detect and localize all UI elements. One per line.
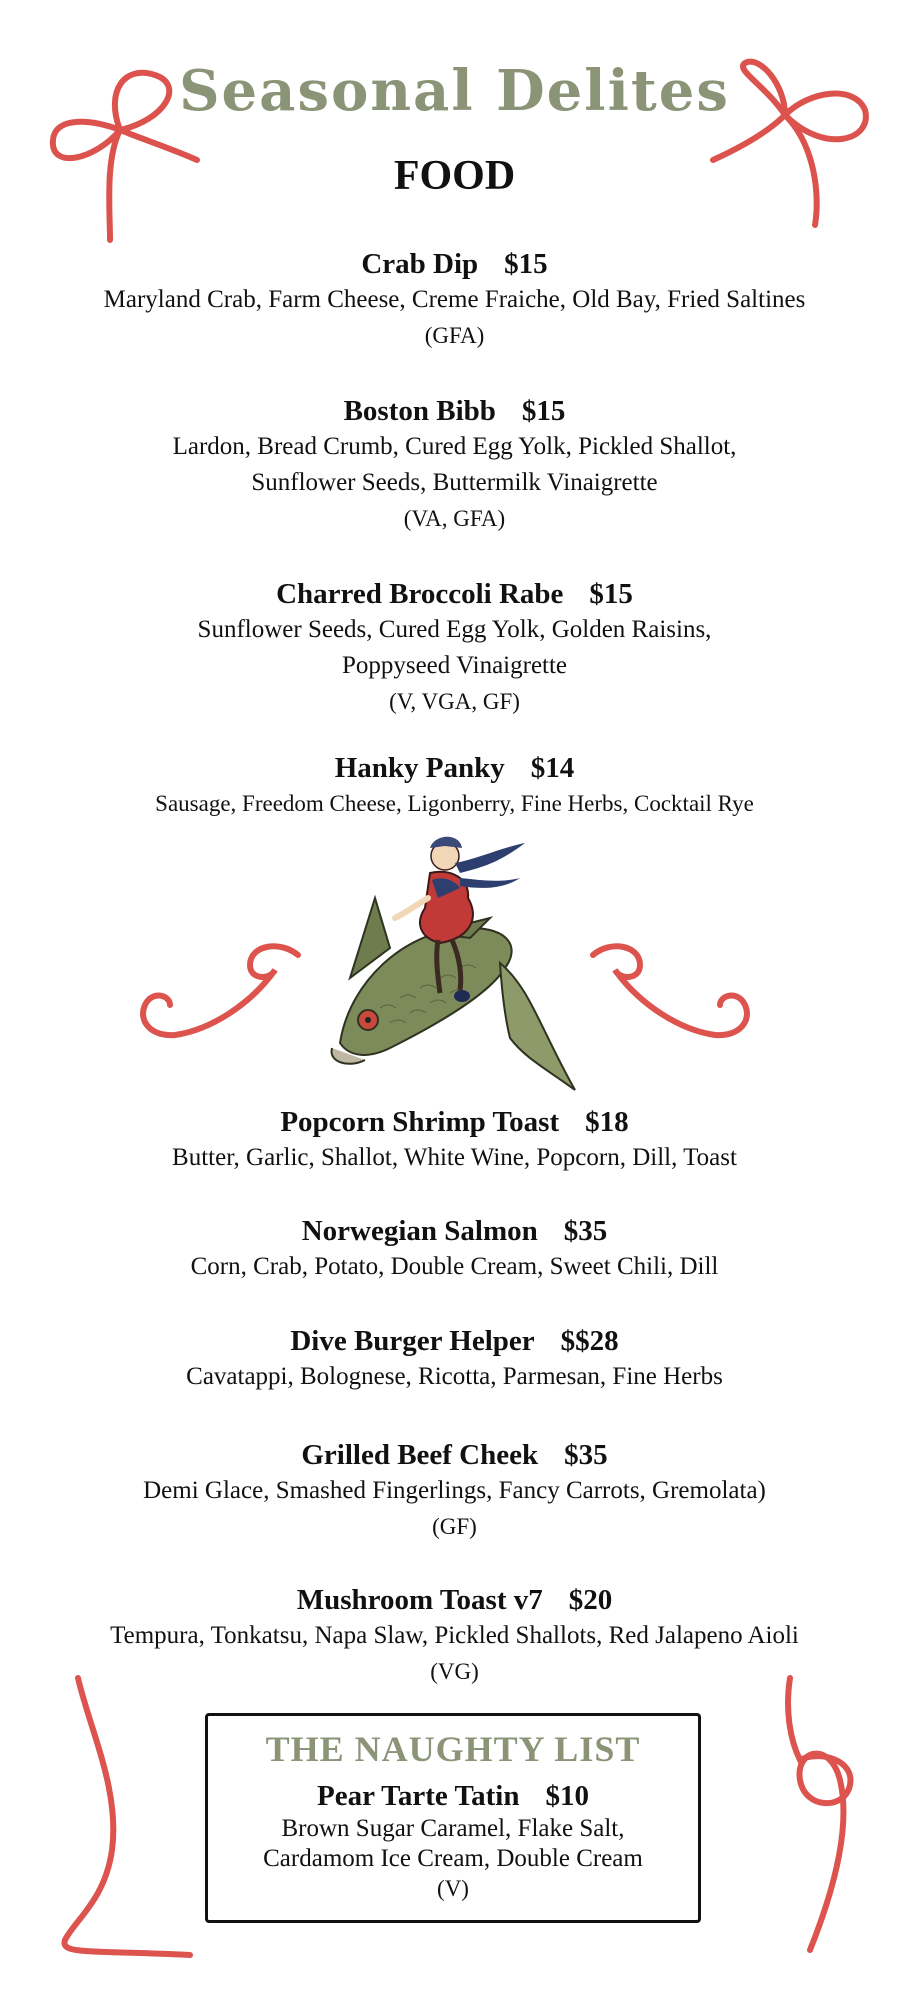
item-dietary-tag: (GF) — [432, 1514, 477, 1539]
menu-item — [0, 1437, 909, 1545]
item-price: $10 — [545, 1780, 589, 1812]
item-dietary-tag: (GFA) — [424, 323, 485, 348]
menu-item — [0, 1323, 909, 1395]
item-description: Tempura, Tonkatsu, Napa Slaw, Pickled Shallots, Red Jalapeno Aioli — [110, 1622, 799, 1649]
item-dietary-tag: (V, VGA, GF) — [389, 689, 520, 714]
menu-item — [0, 1104, 909, 1176]
item-name: Popcorn Shrimp Toast — [280, 1106, 560, 1138]
item-price: $18 — [585, 1106, 629, 1138]
item-name: Crab Dip — [361, 248, 479, 280]
item-description: Demi Glace, Smashed Fingerlings, Fancy Carrots, Gremolata) — [143, 1477, 766, 1504]
naughty-list-box — [205, 1713, 701, 1923]
ribbon-swirl-icon — [585, 935, 760, 1045]
item-name: Charred Broccoli Rabe — [276, 578, 564, 610]
item-description: Brown Sugar Caramel, Flake Salt, — [281, 1815, 625, 1842]
menu-item — [0, 576, 909, 720]
item-description: Poppyseed Vinaigrette — [341, 652, 568, 679]
item-description: Corn, Crab, Potato, Double Cream, Sweet Chili, Dill — [190, 1253, 719, 1280]
item-description: Maryland Crab, Farm Cheese, Creme Fraiche, Old Bay, Fried Saltines — [103, 286, 806, 313]
item-description: Sunflower Seeds, Cured Egg Yolk, Golden Raisins, — [197, 616, 712, 643]
item-name: Pear Tarte Tatin — [317, 1780, 520, 1812]
item-price: $35 — [564, 1439, 608, 1471]
item-description: Butter, Garlic, Shallot, White Wine, Popcorn, Dill, Toast — [172, 1144, 737, 1171]
item-price: $15 — [521, 395, 566, 427]
section-title-food: FOOD — [393, 153, 516, 199]
item-name: Grilled Beef Cheek — [301, 1439, 539, 1471]
item-dietary-tag: (V) — [437, 1876, 469, 1901]
ribbon-swirl-icon — [130, 935, 305, 1045]
item-description: Sunflower Seeds, Buttermilk Vinaigrette — [251, 469, 658, 496]
item-name: Hanky Panky — [334, 752, 505, 784]
item-dietary-tag: (VG) — [430, 1659, 479, 1684]
ribbon-curl-icon — [50, 1670, 200, 1960]
naughty-list-title: THE NAUGHTY LIST — [265, 1729, 641, 1769]
item-price: $20 — [568, 1584, 613, 1616]
menu-item — [0, 1213, 909, 1285]
item-dietary-tag: (VA, GFA) — [403, 506, 506, 531]
item-name: Dive Burger Helper — [290, 1325, 535, 1357]
item-name: Mushroom Toast v7 — [296, 1584, 543, 1616]
item-price: $15 — [589, 578, 633, 610]
item-description: Cavatappi, Bolognese, Ricotta, Parmesan, Fine Herbs — [186, 1363, 723, 1390]
item-description: Lardon, Bread Crumb, Cured Egg Yolk, Pickled Shallot, — [172, 433, 737, 460]
item-name: Boston Bibb — [343, 395, 496, 427]
item-name: Norwegian Salmon — [301, 1215, 538, 1247]
item-price: $35 — [563, 1215, 608, 1247]
menu-title: Seasonal Delites — [179, 58, 730, 124]
item-price: $14 — [530, 752, 575, 784]
item-price: $15 — [504, 248, 548, 280]
ribbon-bow-icon — [705, 55, 875, 235]
item-price: $$28 — [560, 1325, 619, 1357]
ribbon-bow-icon — [45, 60, 205, 250]
ribbon-curl-icon — [760, 1670, 870, 1960]
item-description: Sausage, Freedom Cheese, Ligonberry, Fine Herbs, Cocktail Rye — [155, 791, 754, 816]
item-description: Cardamom Ice Cream, Double Cream — [263, 1845, 643, 1872]
menu-item — [0, 750, 909, 822]
girl-riding-fish-illustration — [320, 828, 595, 1098]
menu-item — [0, 246, 909, 354]
menu-item — [0, 393, 909, 537]
